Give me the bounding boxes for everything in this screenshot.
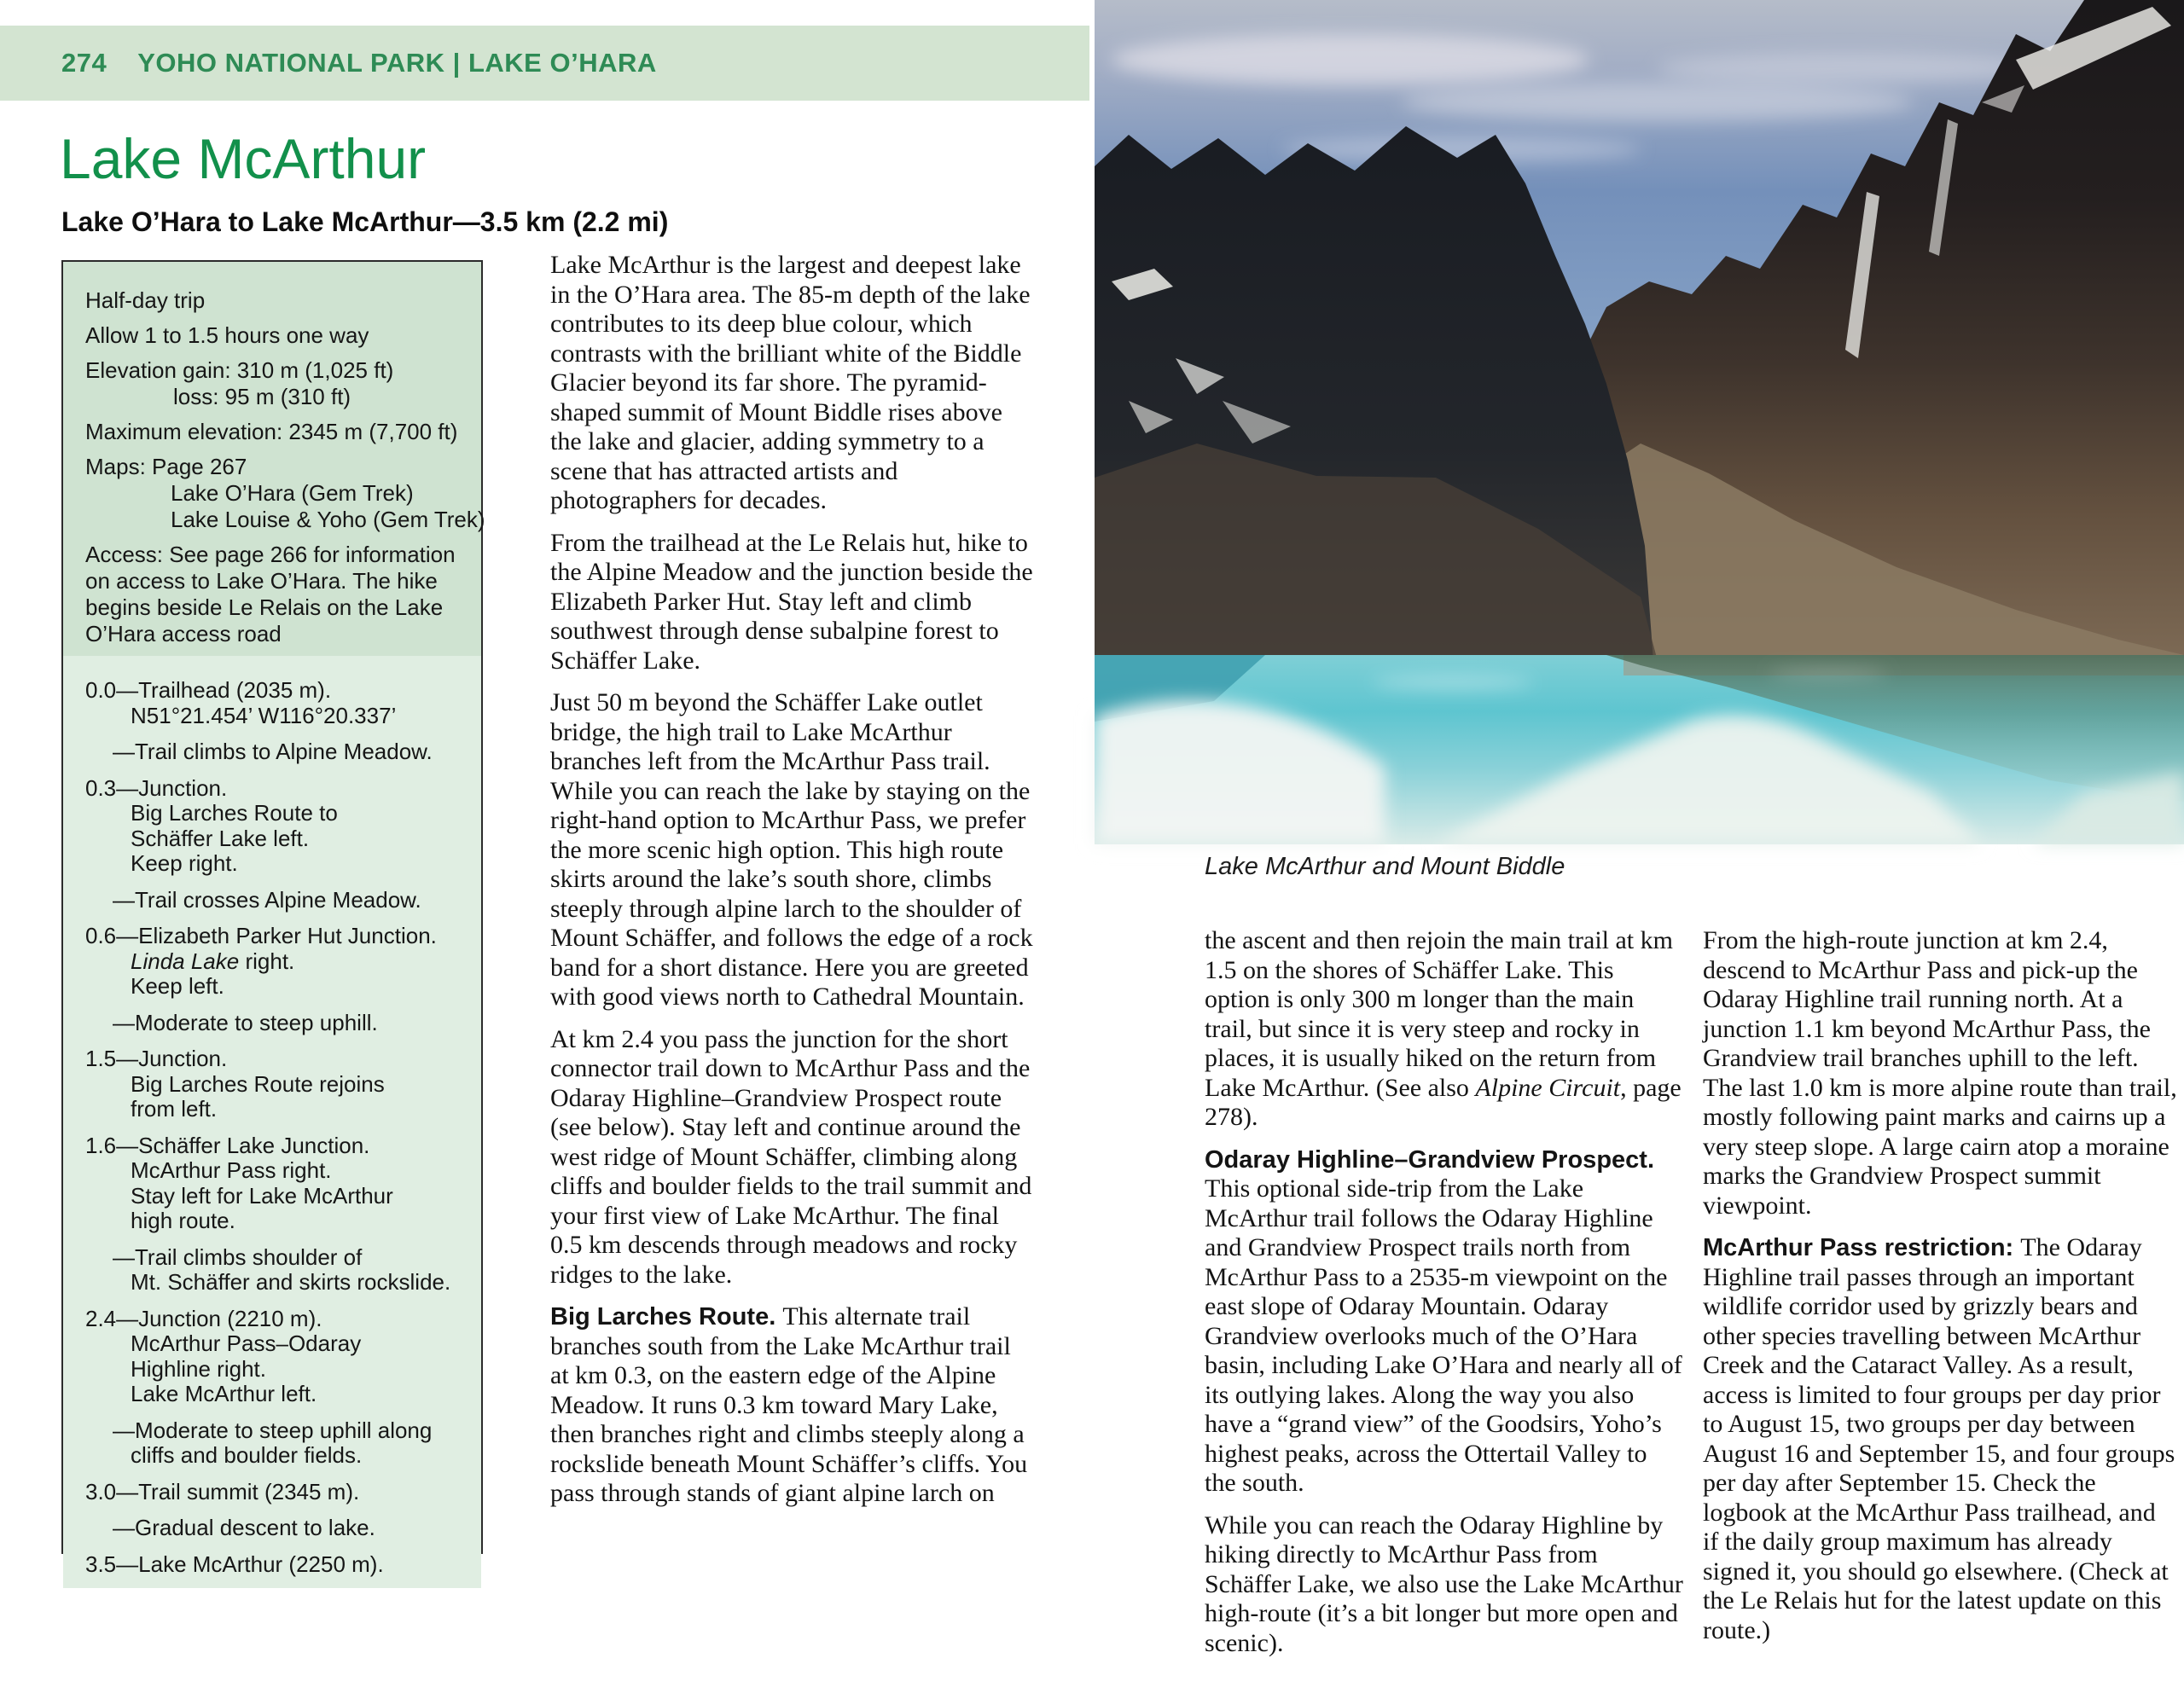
summary-item (85, 357, 462, 410)
trail-log (63, 656, 481, 1588)
log-entry (85, 776, 468, 877)
log-line: —Trail crosses Alpine Meadow. (113, 886, 421, 913)
text-segment: From the trailhead at the Le Relais hut, hike to the Alpine Meadow and the junction beside the Elizabeth Parker Hut. Stay left and climb southwest through dense subalpine forest to Schäffer Lake. (550, 528, 1033, 675)
log-line: 3.0—Trail summit (2345 m). (85, 1478, 360, 1504)
log-line: N51°21.454’ W116°20.337’ (131, 702, 397, 728)
log-line: 0.3—Junction. (85, 774, 228, 801)
column-middle (550, 251, 1033, 1522)
log-line: McArthur Pass right. (131, 1157, 332, 1183)
log-line: —Trail climbs to Alpine Meadow. (113, 739, 433, 764)
text-segment: At km 2.4 you pass the junction for the short connector trail down to McArthur Pass and the Odaray Highline–Grandview Prospect route (see below). Stay left and continue around the west ridge of Mount Schäffer, climbing along cliffs and boulder fields to the trail summit and your first view of Lake McArthur. The final 0.5 km descends through meadows and rocky ridges to the lake. (550, 1024, 1032, 1289)
page-header-bar (0, 26, 1089, 101)
log-line: Stay left for Lake McArthur (131, 1182, 393, 1209)
log-line: 2.4—Junction (2210 m). (85, 1305, 322, 1331)
log-entry (85, 1418, 468, 1469)
summary-line: Elevation gain: 310 m (1,025 ft) (85, 357, 394, 383)
log-line: McArthur Pass–Odaray (131, 1330, 362, 1356)
log-entry (85, 924, 468, 1000)
paragraph (550, 688, 1033, 1012)
log-line: Big Larches Route to (131, 800, 338, 826)
log-line: 0.0—Trailhead (2035 m). (85, 677, 332, 703)
text-segment: The Odaray Highline trail passes through an important wildlife corridor used by grizzly bears and other species travelling between McArthur Creek and the Cataract Valley. As a result, access is limited to four groups per day prior to August 15, two groups per day between August 16 and September 15, and four groups per day after September 15. Check the logbook at the McArthur Pass trailhead, and if the daily group maximum has already signed it, you should go elsewhere. (Check at the Le Relais hut for the latest update on this route.) (1703, 1233, 2175, 1644)
summary-line: Half-day trip (85, 287, 206, 313)
text-segment: the ascent and then rejoin the main trail at km 1.5 on the shores of Schäffer Lake. This option is only 300 m longer than the main trail, but since it is very steep and rocky in places, it is usually hiked on the return from Lake McArthur. (See also (1205, 926, 1673, 1102)
log-entry (85, 1552, 468, 1578)
log-line: 1.5—Junction. (85, 1046, 228, 1071)
log-line: Highline right. (131, 1355, 266, 1382)
bold-lead-in: McArthur Pass restriction: (1703, 1234, 2021, 1261)
log-line: high route. (131, 1208, 235, 1233)
log-line: 1.6—Schäffer Lake Junction. (85, 1132, 370, 1158)
log-entry (85, 739, 468, 765)
log-line: 3.5—Lake McArthur (2250 m). (85, 1551, 384, 1577)
paragraph (550, 1025, 1033, 1290)
log-line: —Moderate to steep uphill. (113, 1009, 378, 1035)
log-entry (85, 1245, 468, 1296)
log-line: Keep right. (131, 850, 238, 876)
log-entry (85, 1516, 468, 1541)
log-line: —Trail climbs shoulder of (113, 1244, 363, 1270)
trail-subtitle: Lake O’Hara to Lake McArthur—3.5 km (2.2 mi) (61, 206, 669, 237)
text-segment: This alternate trail branches south from the Lake McArthur trail at km 0.3, on the eastern edge of the Alpine Meadow. It runs 0.3 km toward Mary Lake, then branches right and climbs steeply along a rockslide beneath Mount Schäffer’s cliffs. You pass through stands of giant alpine larch on (550, 1302, 1028, 1507)
section-title: YOHO NATIONAL PARK | LAKE O’HARA (137, 48, 657, 78)
paragraph (1205, 1511, 1684, 1659)
summary-item (85, 322, 462, 349)
paragraph (1703, 1233, 2177, 1645)
text-segment: Just 50 m beyond the Schäffer Lake outlet bridge, the high trail to Lake McArthur branches left from the McArthur Pass trail. While you can reach the lake by staying on the right-hand option to McArthur Pass, we prefer the more scenic high option. This high route skirts around the lake’s south shore, climbs steeply through alpine larch to the shoulder of Mount Schäffer, and follows the edge of a rock band for a short distance. Here you are greeted with good views north to Cathedral Mountain. (550, 688, 1033, 1011)
page-number: 274 (61, 48, 107, 78)
paragraph (1205, 1145, 1684, 1499)
column-right-inner (1205, 926, 1684, 1671)
log-entry (85, 1307, 468, 1407)
summary-line: loss: 95 m (310 ft) (173, 384, 351, 409)
column-right-outer (1703, 926, 2177, 1658)
summary-item (85, 454, 485, 533)
log-entry (85, 1011, 468, 1036)
log-entry (85, 1480, 468, 1505)
summary-item (85, 287, 462, 314)
bold-lead-in: Odaray Highline–Grandview Prospect. (1205, 1145, 1654, 1174)
text-segment: From the high-route junction at km 2.4, descend to McArthur Pass and pick-up the Odaray Highline trail running north. At a junction 1.1 km beyond McArthur Pass, the Grandview trail branches uphill to the left. The last 1.0 km is more alpine route than trail, mostly following paint marks and cairns up a very steep slope. A large cairn atop a moraine marks the Grandview Prospect summit viewpoint. (1703, 926, 2177, 1220)
page-title: Lake McArthur (60, 127, 427, 190)
text-segment: , page 278). (1205, 1073, 1682, 1131)
log-entry (85, 888, 468, 913)
log-line: Big Larches Route rejoins (131, 1070, 385, 1097)
summary-line: Lake O’Hara (Gem Trek) (171, 480, 414, 506)
log-line: 0.6—Elizabeth Parker Hut Junction. (85, 923, 437, 948)
photo-caption: Lake McArthur and Mount Biddle (1205, 853, 1565, 880)
text-segment: This optional side-trip from the Lake McArthur trail follows the Odaray Highline and Grandview Prospect trails north from McArthur Pass to a 2535-m viewpoint on the east slope of Odaray Mountain. Odaray Grandview overlooks much of the O’Hara basin, including Lake O’Hara and nearly all of its outlying lakes. Along the way you also have a “grand view” of the Goodsirs, Yoho’s highest peaks, across the Ottertail Valley to the south. (1205, 1174, 1682, 1497)
paragraph (550, 251, 1033, 516)
running-header (61, 26, 657, 101)
log-entry (85, 678, 468, 728)
log-line: Mt. Schäffer and skirts rockslide. (131, 1269, 451, 1295)
text-segment: While you can reach the Odaray Highline by hiking directly to McArthur Pass from Schäffer Lake, we also use the Lake McArthur high-route (it’s a bit longer but more open and scenic). (1205, 1510, 1683, 1657)
log-line: Schäffer Lake left. (131, 825, 310, 851)
bold-lead-in: Big Larches Route. (550, 1303, 783, 1330)
log-line: Linda Lake right. (131, 948, 295, 974)
paragraph (550, 529, 1033, 676)
summary-item (85, 542, 462, 647)
log-line: —Gradual descent to lake. (113, 1515, 375, 1540)
log-line: from left. (131, 1096, 218, 1122)
log-line: —Moderate to steep uphill along (113, 1417, 433, 1443)
text-segment: Lake McArthur is the largest and deepest lake in the O’Hara area. The 85-m depth of the lake contributes to its deep blue colour, which contrasts with the brilliant white of the Biddle Glacier beyond its far shore. The pyramid-shaped summit of Mount Biddle rises above the lake and glacier, adding symmetry to a scene that has attracted artists and photographers for decades. (550, 251, 1031, 514)
hike-info-box (61, 260, 485, 1577)
info-summary (63, 262, 485, 656)
lake-photo-illustration (1095, 0, 2184, 844)
log-line: cliffs and boulder fields. (131, 1442, 363, 1468)
log-line: Keep left. (131, 973, 224, 999)
lake-photo (1095, 0, 2184, 844)
summary-line: Maps: Page 267 (85, 454, 247, 479)
paragraph (1205, 926, 1684, 1133)
summary-line: Lake Louise & Yoho (Gem Trek) (171, 507, 485, 532)
summary-line: Access: See page 266 for information on access to Lake O’Hara. The hike begins beside Le Relais on the Lake O’Hara access road (85, 542, 456, 646)
summary-line: Maximum elevation: 2345 m (7,700 ft) (85, 419, 458, 444)
text-segment: Alpine Circuit (1475, 1073, 1621, 1102)
log-line: Lake McArthur left. (131, 1381, 317, 1406)
paragraph (550, 1302, 1033, 1509)
summary-item (85, 419, 462, 445)
log-entry (85, 1133, 468, 1234)
paragraph (1703, 926, 2177, 1220)
summary-line: Allow 1 to 1.5 hours one way (85, 322, 369, 348)
log-entry (85, 1046, 468, 1122)
